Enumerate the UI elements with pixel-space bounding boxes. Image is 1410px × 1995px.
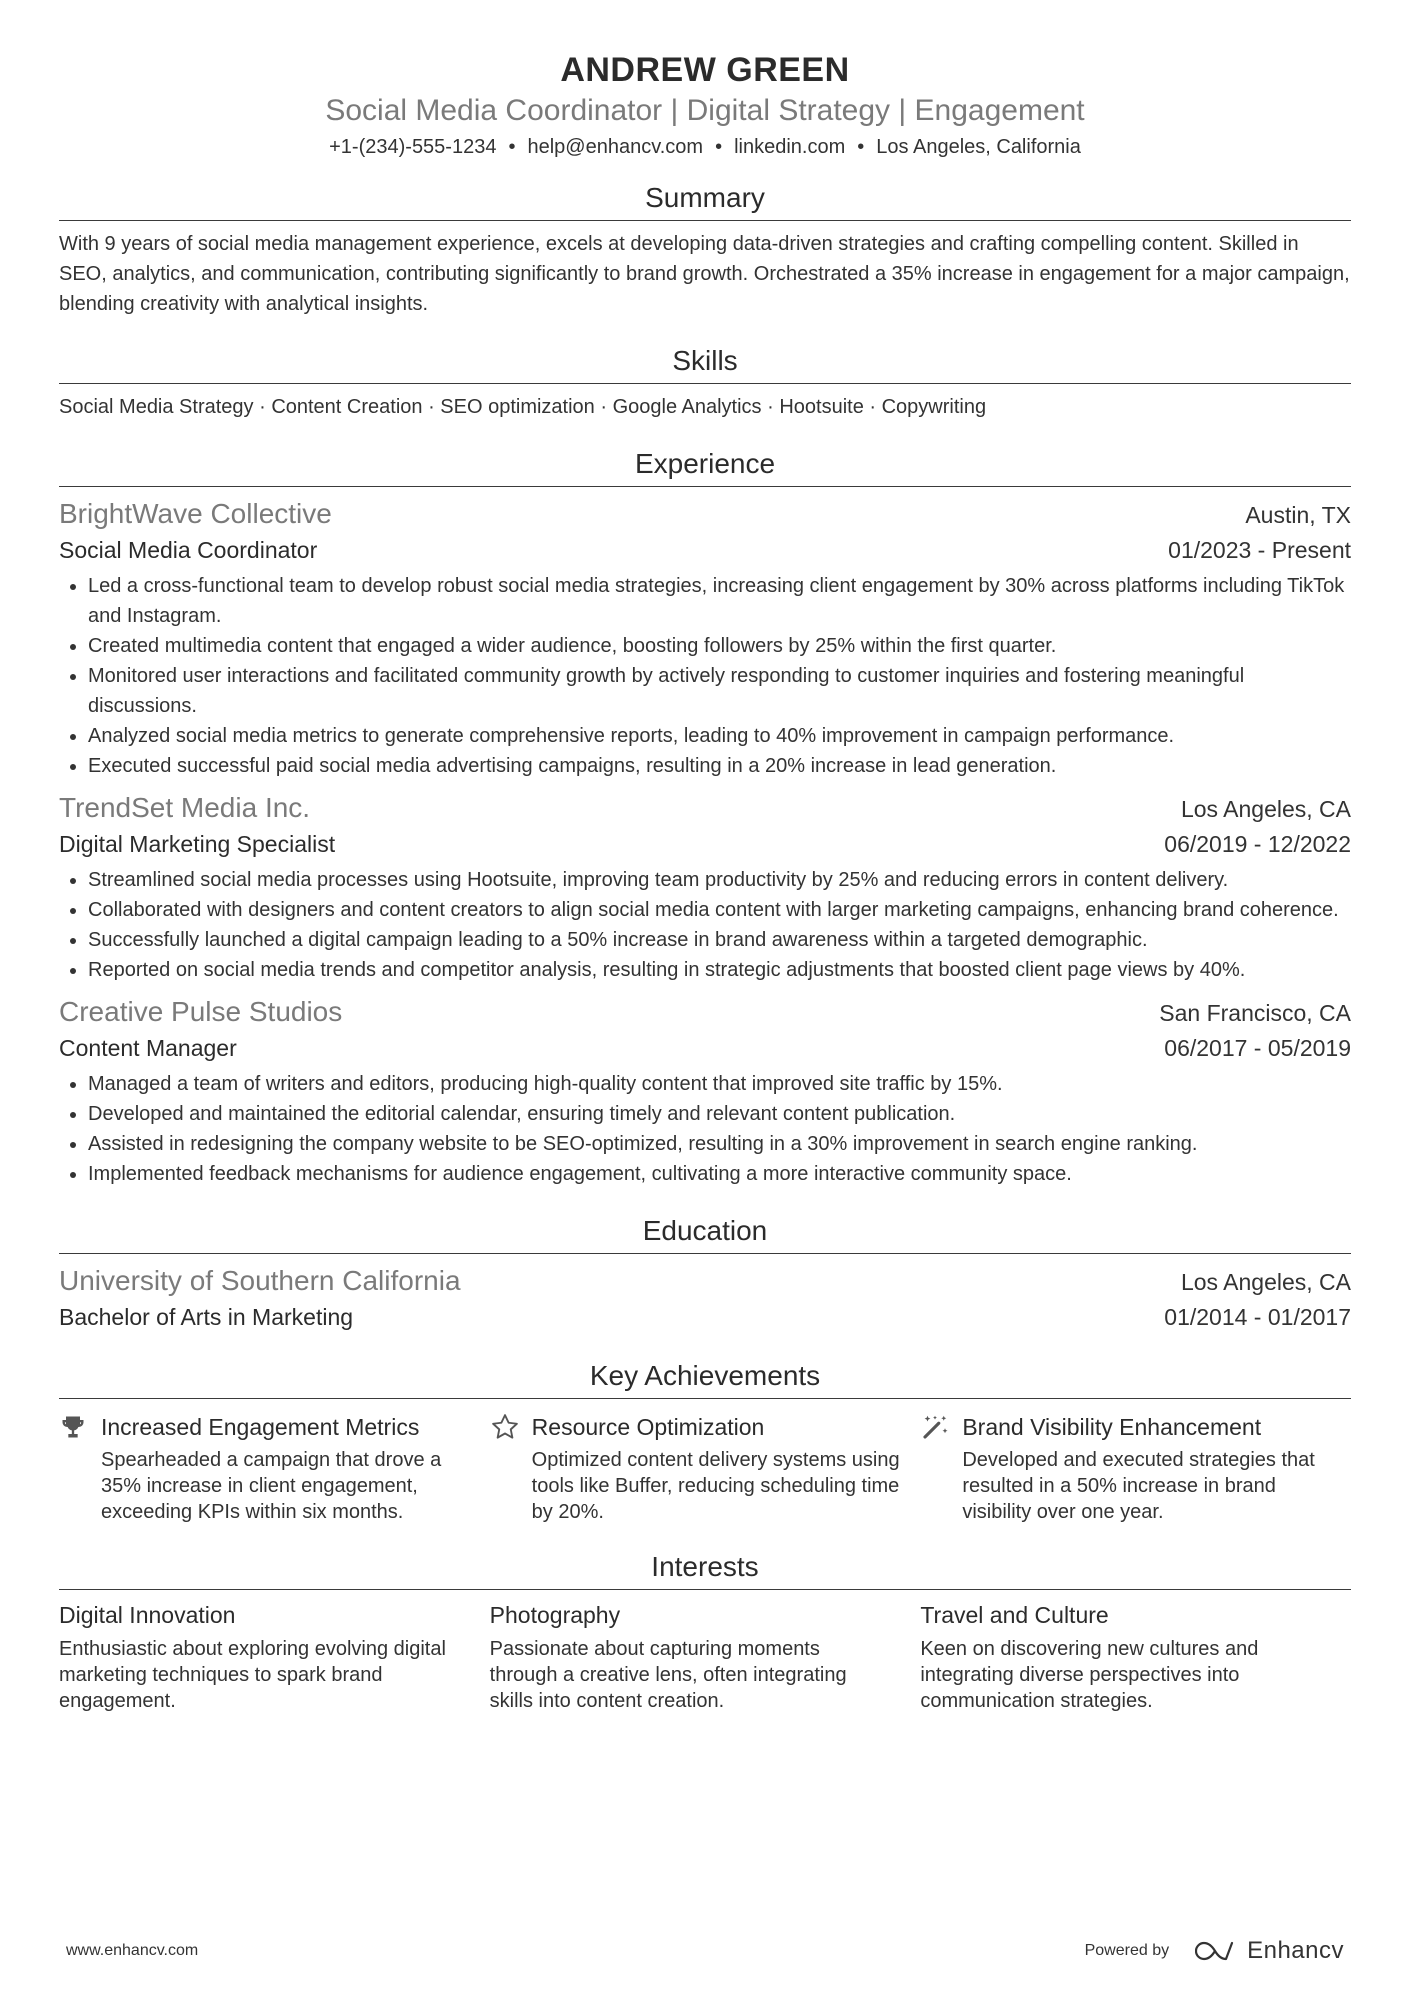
interest-item: [490, 1598, 921, 1714]
list-item: • Monitored user interactions and facilitated community growth by actively responding to customer inquiries and fostering meaningful discussions.: [88, 661, 1351, 721]
education-dates: 01/2014 - 01/2017: [1164, 1304, 1351, 1330]
job-dates: 06/2019 - 12/2022: [1164, 831, 1351, 857]
interest-title: Digital Innovation: [59, 1602, 236, 1628]
enhancv-logo-icon: [1195, 1940, 1239, 1962]
list-item: • Analyzed social media metrics to generate comprehensive reports, leading to 40% improvement in campaign performance.: [88, 721, 1351, 751]
job-dates: 01/2023 - Present: [1168, 537, 1351, 563]
achievement-description: Optimized content delivery systems using tools like Buffer, reducing scheduling time by 20%.: [531, 1449, 900, 1523]
job-title: Social Media Coordinator: [59, 537, 318, 563]
enhancv-logo[interactable]: [1195, 1937, 1344, 1965]
brand-name: Enhancv: [1247, 1937, 1344, 1964]
experience-entry: [59, 495, 1351, 781]
achievement-item: [59, 1411, 490, 1525]
contact-line: [59, 132, 1351, 162]
achievements-list: [59, 1411, 1351, 1525]
experience-heading: Experience: [59, 446, 1351, 487]
job-title: Digital Marketing Specialist: [59, 831, 336, 857]
powered-by-label: Powered by: [1084, 1942, 1170, 1959]
achievement-title: Resource Optimization: [531, 1414, 765, 1440]
job-bullets: [59, 571, 1351, 781]
degree: Bachelor of Arts in Marketing: [59, 1304, 354, 1330]
magic-wand-icon: [920, 1411, 962, 1443]
achievement-title: Increased Engagement Metrics: [101, 1414, 420, 1440]
school-name: University of Southern California: [59, 1265, 461, 1296]
separator: •: [715, 136, 723, 158]
achievements-heading: Key Achievements: [59, 1358, 1351, 1399]
job-bullets: [59, 1069, 1351, 1189]
company-name: TrendSet Media Inc.: [59, 792, 311, 823]
list-item: • Assisted in redesigning the company website to be SEO-optimized, resulting in a 30% improvement in search engine ranking.: [88, 1129, 1351, 1159]
candidate-name: ANDREW GREEN: [560, 51, 850, 89]
company-name: BrightWave Collective: [59, 498, 332, 529]
education-heading: Education: [59, 1213, 1351, 1254]
job-bullets: [59, 865, 1351, 985]
achievement-title: Brand Visibility Enhancement: [962, 1414, 1262, 1440]
star-icon: [490, 1411, 532, 1443]
company-name: Creative Pulse Studios: [59, 996, 343, 1027]
interest-title: Travel and Culture: [920, 1602, 1109, 1628]
experience-entry: [59, 789, 1351, 985]
job-location: Austin, TX: [1245, 502, 1351, 528]
job-location: San Francisco, CA: [1159, 1000, 1351, 1026]
achievement-description: Spearheaded a campaign that drove a 35% increase in client engagement, exceeding KPIs within six months.: [101, 1449, 442, 1523]
school-location: Los Angeles, CA: [1180, 1269, 1351, 1295]
list-item: • Streamlined social media processes using Hootsuite, improving team productivity by 25% and reducing errors in content delivery.: [88, 865, 1351, 895]
list-item: • Developed and maintained the editorial calendar, ensuring timely and relevant content publication.: [88, 1099, 1351, 1129]
list-item: • Executed successful paid social media advertising campaigns, resulting in a 20% increase in lead generation.: [88, 751, 1351, 781]
list-item: • Managed a team of writers and editors, producing high-quality content that improved site traffic by 15%.: [88, 1069, 1351, 1099]
interest-description: Passionate about capturing moments through a creative lens, often integrating skills into content creation.: [489, 1638, 847, 1712]
skills-heading: Skills: [59, 343, 1351, 384]
interest-title: Photography: [489, 1602, 621, 1628]
interest-item: [920, 1598, 1351, 1714]
linkedin-link[interactable]: linkedin.com: [734, 136, 846, 158]
powered-by: [1085, 1937, 1344, 1965]
list-item: • Implemented feedback mechanisms for audience engagement, cultivating a more interactive community space.: [88, 1159, 1351, 1189]
list-item: • Collaborated with designers and content creators to align social media content with larger marketing campaigns, enhancing brand coherence.: [88, 895, 1351, 925]
achievement-description: Developed and executed strategies that resulted in a 50% increase in brand visibility over one year.: [962, 1449, 1315, 1523]
interest-item: [59, 1598, 490, 1714]
job-dates: 06/2017 - 05/2019: [1164, 1035, 1351, 1061]
interest-description: Enthusiastic about exploring evolving digital marketing techniques to spark brand engagement.: [59, 1638, 446, 1712]
achievement-item: [920, 1411, 1351, 1525]
job-title: Content Manager: [59, 1035, 237, 1061]
interests-heading: Interests: [59, 1549, 1351, 1590]
resume-header: [59, 48, 1351, 162]
footer-url-link[interactable]: www.enhancv.com: [66, 1942, 199, 1959]
list-item: • Reported on social media trends and competitor analysis, resulting in strategic adjustments that boosted client page views by 40%.: [88, 955, 1351, 985]
achievement-item: [490, 1411, 921, 1525]
separator: •: [857, 136, 865, 158]
email-link[interactable]: help@enhancv.com: [527, 136, 704, 158]
separator: •: [508, 136, 516, 158]
interests-list: [59, 1598, 1351, 1714]
summary-heading: Summary: [59, 180, 1351, 221]
footer: [66, 1937, 1344, 1965]
interest-description: Keen on discovering new cultures and integrating diverse perspectives into communication strategies.: [920, 1638, 1259, 1712]
skills-list: Social Media Strategy · Content Creation · SEO optimization · Google Analytics · Hootsuite · Copywriting: [59, 396, 987, 418]
list-item: • Successfully launched a digital campaign leading to a 50% increase in brand awareness within a targeted demographic.: [88, 925, 1351, 955]
trophy-icon: [59, 1411, 101, 1443]
education-entry: [59, 1262, 1351, 1334]
list-item: • Led a cross-functional team to develop robust social media strategies, increasing client engagement by 30% across platforms including TikTok and Instagram.: [88, 571, 1351, 631]
phone: +1-(234)-555-1234: [329, 136, 497, 158]
summary-text: With 9 years of social media management experience, excels at developing data-driven strategies and crafting compelling content. Skilled in SEO, analytics, and communication, contributing significantly to brand growth. Orchestrated a 35% increase in engagement for a major campaign, blending creativity with analytical insights.: [59, 233, 1350, 315]
experience-entry: [59, 993, 1351, 1189]
list-item: • Created multimedia content that engaged a wider audience, boosting followers by 25% within the first quarter.: [88, 631, 1351, 661]
headline: Social Media Coordinator | Digital Strategy | Engagement: [325, 94, 1085, 127]
location: Los Angeles, California: [876, 136, 1081, 158]
job-location: Los Angeles, CA: [1180, 796, 1351, 822]
